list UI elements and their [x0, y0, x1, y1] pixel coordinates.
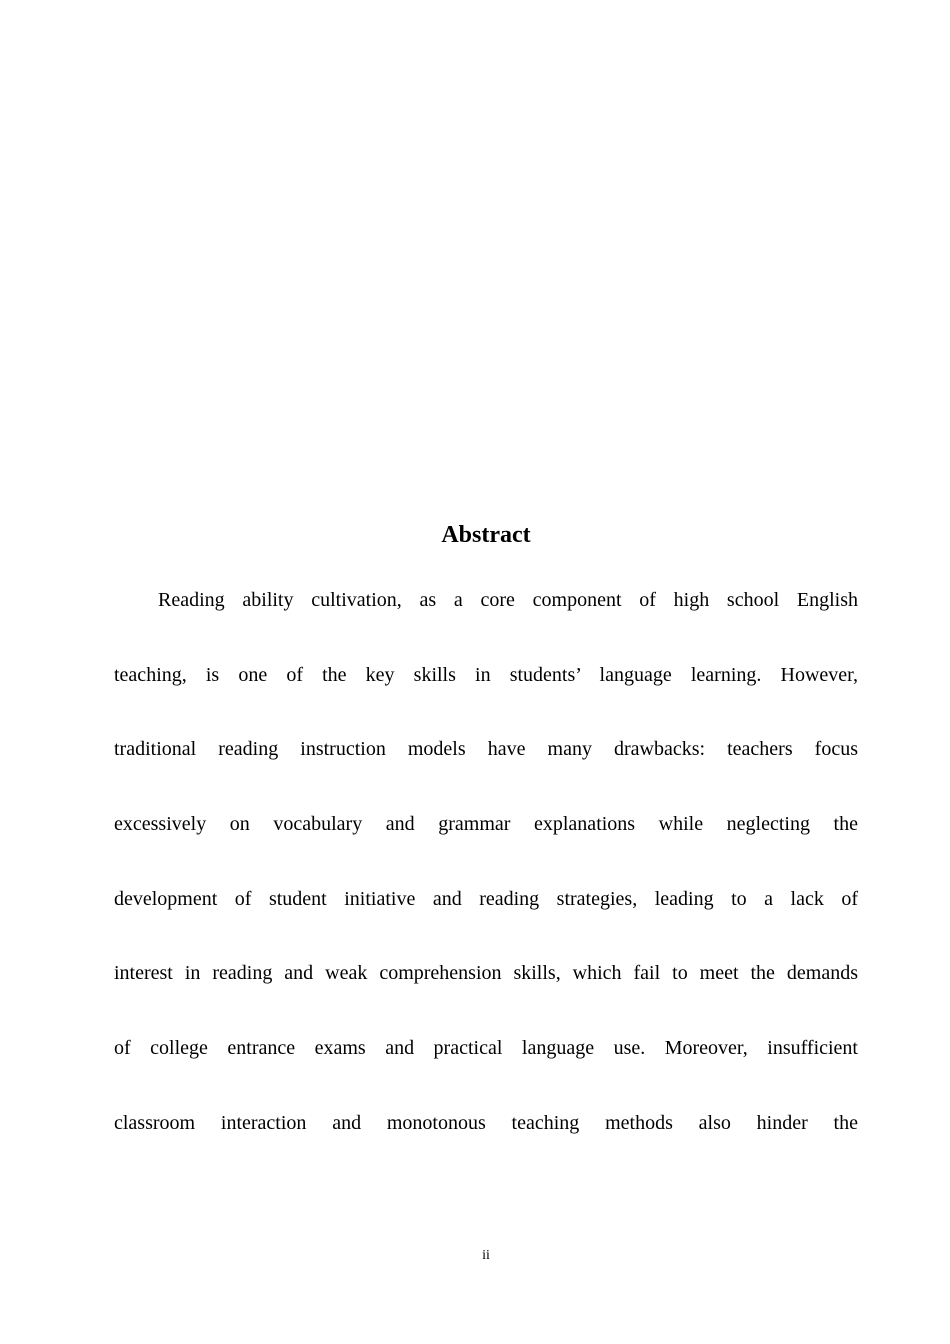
- page-number: ii: [482, 1248, 490, 1263]
- paragraph-line: development of student initiative and reading strategies, leading to a lack of: [114, 887, 858, 910]
- abstract-paragraph: [114, 582, 858, 1180]
- abstract-title: Abstract: [441, 522, 531, 548]
- paragraph-line: classroom interaction and monotonous teaching methods also hinder the: [114, 1111, 858, 1134]
- paragraph-line: Reading ability cultivation, as a core component of high school English: [158, 589, 858, 611]
- paragraph-line: teaching, is one of the key skills in students’ language learning. However,: [114, 663, 858, 686]
- paragraph-line: traditional reading instruction models have many drawbacks: teachers focus: [114, 738, 858, 761]
- paragraph-line: of college entrance exams and practical language use. Moreover, insufficient: [114, 1037, 858, 1060]
- paragraph-line: interest in reading and weak comprehension skills, which fail to meet the demands: [114, 962, 858, 985]
- paragraph-line: excessively on vocabulary and grammar explanations while neglecting the: [114, 813, 858, 836]
